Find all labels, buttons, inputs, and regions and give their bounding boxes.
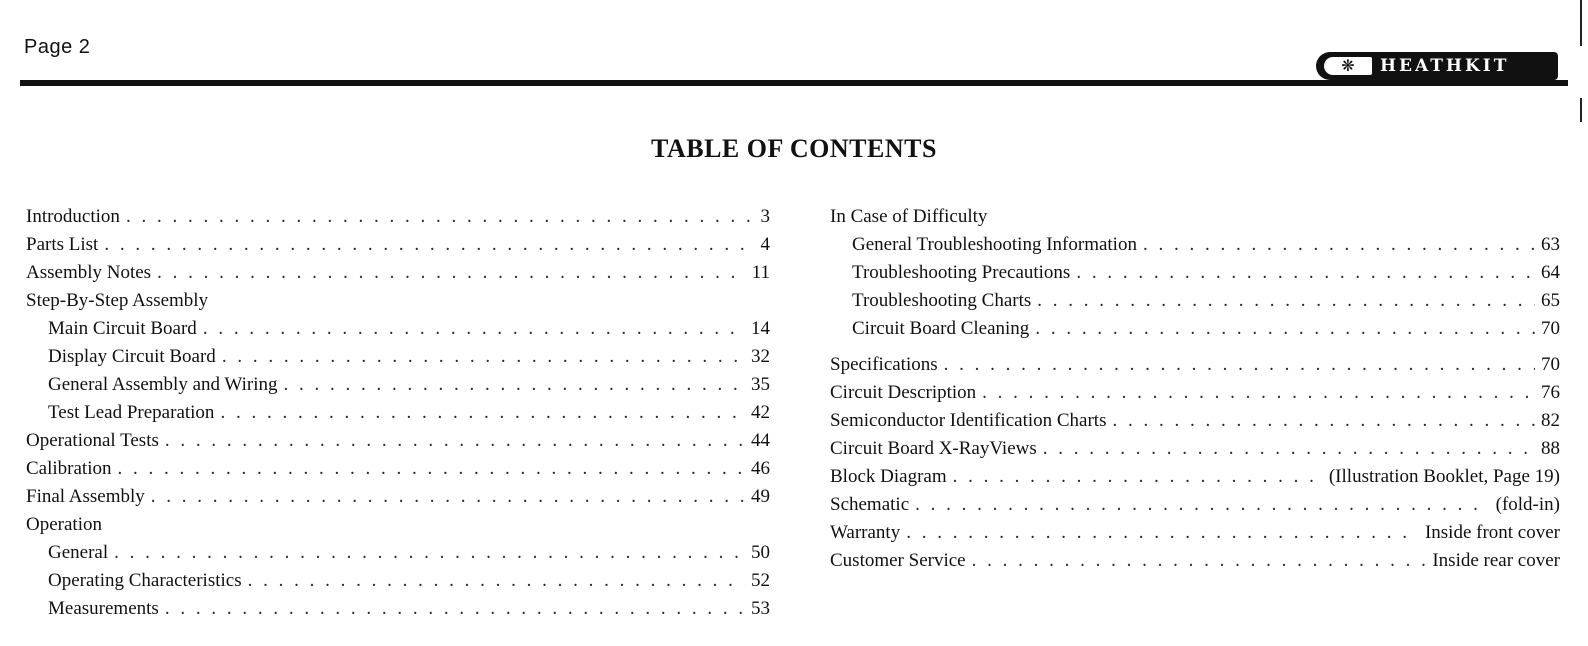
toc-entry-label: Measurements [48, 598, 159, 619]
toc-section-heading [26, 290, 770, 318]
toc-entry-label: Assembly Notes [26, 262, 152, 283]
toc-entry-page: 32 [751, 346, 770, 367]
toc-entry [830, 438, 1560, 466]
logo-text: HEATHKIT [1380, 56, 1510, 76]
toc-entry-label: Main Circuit Board [48, 318, 197, 339]
toc-entry [830, 234, 1560, 262]
toc-entry-page: 52 [751, 570, 770, 591]
leader-dots [203, 318, 745, 340]
toc-entry-label: Step-By-Step Assembly [26, 290, 209, 311]
toc-entry-page: 4 [760, 234, 770, 255]
toc-entry-label: Warranty [830, 522, 901, 543]
leader-dots [1076, 262, 1535, 284]
toc-entry-label: Operating Characteristics [48, 570, 242, 591]
toc-entry-page: 88 [1541, 438, 1560, 459]
toc-entry [26, 458, 770, 486]
leader-dots [953, 466, 1323, 488]
heathkit-logo [1316, 52, 1558, 80]
toc-entry-label: Troubleshooting Precautions [852, 262, 1071, 283]
toc-entry [26, 542, 770, 570]
toc-entry-page: 3 [760, 206, 770, 227]
toc-entry [830, 522, 1560, 550]
toc-entry-label: Circuit Board X-RayViews [830, 438, 1037, 459]
header-rule [20, 80, 1568, 86]
leader-dots [1043, 438, 1535, 460]
leader-dots [222, 346, 745, 368]
leader-dots [114, 542, 745, 564]
toc-entry [26, 346, 770, 374]
toc-entry [830, 354, 1560, 382]
toc-entry [26, 598, 770, 626]
toc-entry-label: In Case of Difficulty [830, 206, 988, 227]
leader-dots [126, 206, 755, 228]
leader-dots [117, 458, 745, 480]
toc-entry-label: General Troubleshooting Information [852, 234, 1137, 255]
leader-dots [283, 374, 745, 396]
toc-right-column [830, 206, 1560, 578]
margin-mark [1580, 0, 1582, 46]
toc-entry-page: 65 [1541, 290, 1560, 311]
toc-entry-page: 70 [1541, 318, 1560, 339]
toc-entry-page: 53 [751, 598, 770, 619]
toc-entry [26, 570, 770, 598]
leader-dots [104, 234, 754, 256]
toc-entry-label: Semiconductor Identification Charts [830, 410, 1107, 431]
toc-entry-page: 63 [1541, 234, 1560, 255]
toc-entry [830, 290, 1560, 318]
atom-icon: ❋ [1324, 57, 1372, 75]
leader-dots [944, 354, 1535, 376]
toc-entry-label: General [48, 542, 109, 563]
toc-entry [830, 262, 1560, 290]
toc-entry-page: 11 [751, 262, 770, 283]
toc-entry [26, 486, 770, 514]
leader-dots [220, 402, 745, 424]
toc-entry [830, 550, 1560, 578]
leader-dots [157, 262, 746, 284]
toc-entry [26, 430, 770, 458]
leader-dots [982, 382, 1535, 404]
leader-dots [1037, 290, 1535, 312]
toc-entry-label: Parts List [26, 234, 99, 255]
leader-dots [165, 598, 745, 620]
toc-entry-label: Final Assembly [26, 486, 145, 507]
toc-entry [830, 318, 1560, 346]
toc-left-column [26, 206, 770, 626]
toc-entry-page: 46 [751, 458, 770, 479]
toc-entry-label: Circuit Board Cleaning [852, 318, 1030, 339]
toc-section-heading [26, 514, 770, 542]
toc-entry-page: Inside rear cover [1432, 550, 1560, 571]
leader-dots [915, 494, 1489, 516]
toc-entry [830, 466, 1560, 494]
leader-dots [906, 522, 1419, 544]
toc-entry-label: Circuit Description [830, 382, 977, 403]
toc-entry-page: 82 [1541, 410, 1560, 431]
toc-entry-page: 14 [751, 318, 770, 339]
toc-entry-label: Calibration [26, 458, 112, 479]
toc-entry-page: 49 [751, 486, 770, 507]
leader-dots [1143, 234, 1535, 256]
toc-entry-page: (Illustration Booklet, Page 19) [1328, 466, 1560, 487]
toc-entry-label: Test Lead Preparation [48, 402, 215, 423]
toc-entry [26, 374, 770, 402]
toc-entry [830, 382, 1560, 410]
toc-entry-label: Operation [26, 514, 102, 535]
leader-dots [165, 430, 745, 452]
leader-dots [972, 550, 1427, 572]
page-number: Page 2 [24, 36, 91, 58]
toc-entry [26, 262, 770, 290]
toc-entry [26, 318, 770, 346]
page-title: TABLE OF CONTENTS [651, 134, 937, 163]
toc-entry [26, 234, 770, 262]
leader-dots [151, 486, 745, 508]
toc-entry-label: Schematic [830, 494, 910, 515]
toc-entry-page: Inside front cover [1424, 522, 1560, 543]
toc-entry-label: Introduction [26, 206, 120, 227]
toc-entry-page: 44 [751, 430, 770, 451]
toc-entry-page: 50 [751, 542, 770, 563]
leader-dots [1035, 318, 1535, 340]
toc-entry-label: General Assembly and Wiring [48, 374, 278, 395]
toc-entry-label: Customer Service [830, 550, 966, 571]
toc-entry-label: Troubleshooting Charts [852, 290, 1032, 311]
toc-entry-page: 70 [1541, 354, 1560, 375]
toc-entry [26, 402, 770, 430]
leader-dots [1112, 410, 1535, 432]
toc-entry-page: 64 [1541, 262, 1560, 283]
toc-entry-page: 76 [1541, 382, 1560, 403]
toc-entry [830, 410, 1560, 438]
toc-entry-label: Operational Tests [26, 430, 159, 451]
toc-entry [26, 206, 770, 234]
toc-entry [830, 494, 1560, 522]
toc-entry-label: Display Circuit Board [48, 346, 216, 367]
toc-entry-page: 35 [751, 374, 770, 395]
leader-dots [248, 570, 745, 592]
margin-mark [1580, 98, 1582, 122]
toc-entry-label: Specifications [830, 354, 938, 375]
toc-entry-page: 42 [751, 402, 770, 423]
section-gap [830, 346, 1560, 354]
toc-entry-page: (fold-in) [1495, 494, 1560, 515]
toc-entry-label: Block Diagram [830, 466, 947, 487]
toc-section-heading [830, 206, 1560, 234]
